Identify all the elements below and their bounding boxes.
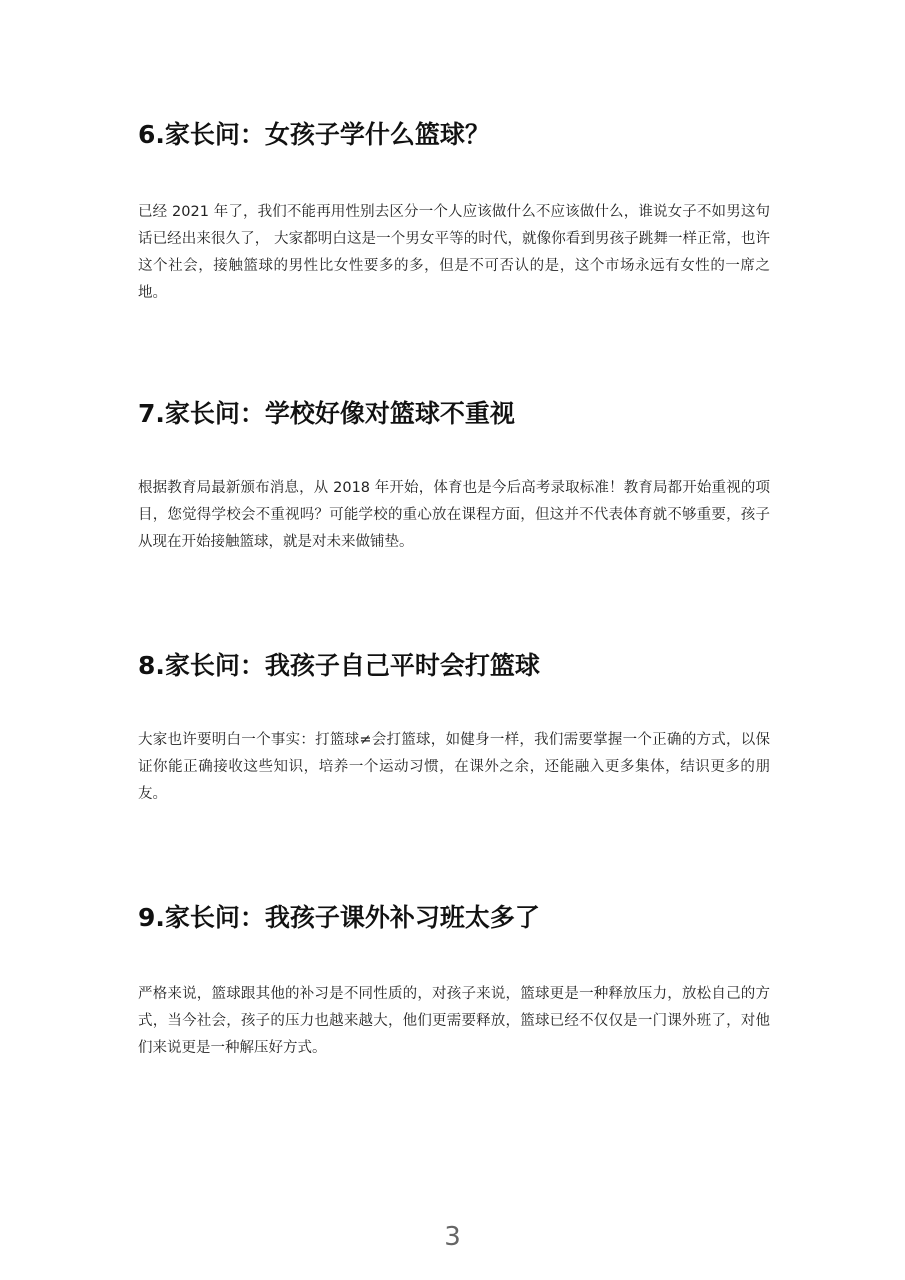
section-6-body: 已经 2021 年了，我们不能再用性别去区分一个人应该做什么不应该做什么，谁说女子不如男这句话已经出来很久了， 大家都明白这是一个男女平等的时代，就像你看到男孩子跳舞一样正常，也许这个社会，接触篮球的男性比女性要多的多，但是不可否认的是，这个市场永远有女性的一席之地。: [138, 204, 770, 301]
page-number: 3: [444, 1222, 461, 1252]
section-7-body: 根据教育局最新颁布消息，从 2018 年开始，体育也是今后高考录取标准！教育局都开始重视的项目，您觉得学校会不重视吗？可能学校的重心放在课程方面，但这并不代表体育就不够重要，孩子从现在开始接触篮球，就是对未来做铺垫。: [138, 480, 770, 550]
section-8-body: 大家也许要明白一个事实：打篮球≠会打篮球，如健身一样，我们需要掌握一个正确的方式，以保证你能正确接收这些知识，培养一个运动习惯，在课外之余，还能融入更多集体，结识更多的朋友。: [138, 732, 770, 802]
section-7-heading: 7.家长问：学校好像对篮球不重视: [138, 399, 515, 428]
section-9-body: 严格来说，篮球跟其他的补习是不同性质的，对孩子来说，篮球更是一种释放压力，放松自己的方式，当今社会，孩子的压力也越来越大，他们更需要释放，篮球已经不仅仅是一门课外班了，对他们来说更是一种解压好方式。: [138, 986, 770, 1056]
section-6-heading: 6.家长问：女孩子学什么篮球？: [138, 120, 490, 149]
section-8-heading: 8.家长问：我孩子自己平时会打篮球: [138, 651, 540, 680]
section-9-heading: 9.家长问：我孩子课外补习班太多了: [138, 903, 540, 932]
